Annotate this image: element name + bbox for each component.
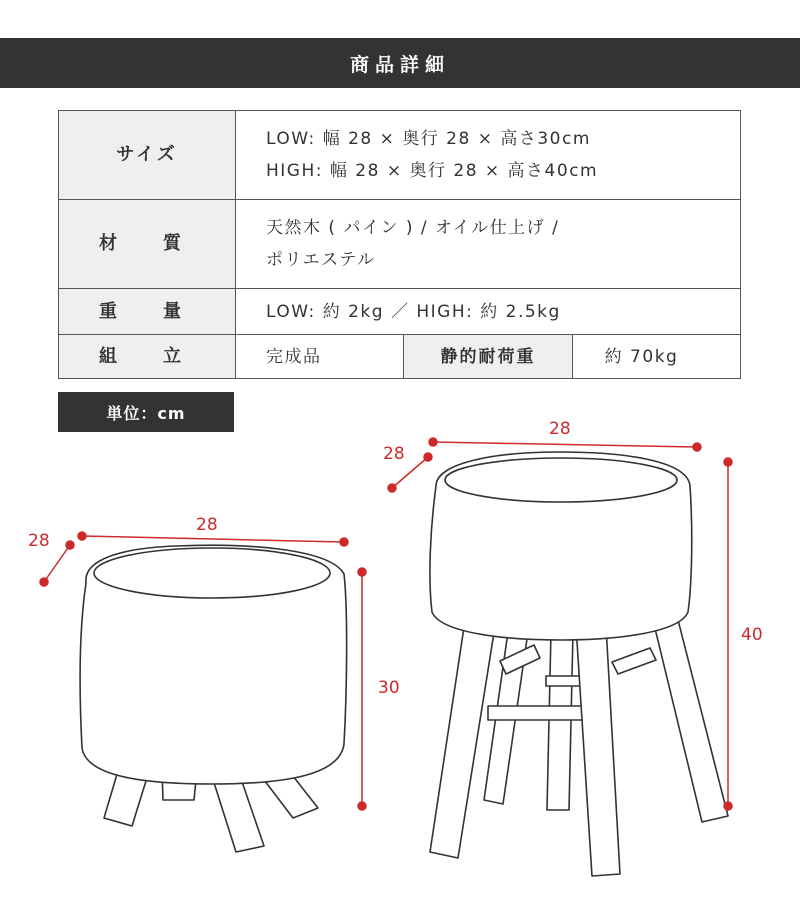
material-line-1: 天然木 ( パイン ) / オイル仕上げ /	[266, 218, 560, 238]
size-high-text: HIGH: 幅 28 × 奥行 28 × 高さ40cm	[266, 161, 599, 181]
low-stool-top	[94, 548, 330, 598]
unit-badge-text: 単位：cm	[106, 403, 186, 423]
spec-value-assembly: 完成品	[236, 335, 404, 379]
spec-label-load: 静的耐荷重	[404, 335, 572, 379]
spec-value-load: 約 70kg	[572, 335, 740, 379]
low-height-label: 30	[378, 678, 400, 698]
size-low-text: LOW: 幅 28 × 奥行 28 × 高さ30cm	[266, 129, 591, 149]
high-stool-rung	[488, 706, 588, 720]
low-stool-illustration	[80, 545, 347, 852]
material-line-2: ポリエステル	[266, 250, 376, 270]
high-stool-rung	[612, 648, 656, 674]
high-depth-label: 28	[383, 444, 405, 464]
low-depth-label: 28	[28, 531, 50, 551]
high-height-label: 40	[741, 625, 763, 645]
high-stool-leg	[430, 614, 496, 858]
low-width-label: 28	[196, 515, 218, 535]
spec-value-weight: LOW: 約 2kg ／ HIGH: 約 2.5kg	[236, 289, 741, 335]
spec-label-weight: 重 量	[59, 289, 236, 335]
spec-label-size: サイズ	[59, 111, 236, 200]
high-stool-top	[445, 458, 677, 502]
high-stool-leg	[652, 612, 728, 822]
spec-label-assembly: 組 立	[59, 335, 236, 379]
high-stool-illustration	[430, 452, 728, 876]
section-title: 商品詳細	[349, 53, 450, 76]
spec-label-material: 材 質	[59, 200, 236, 289]
high-width-label: 28	[549, 419, 571, 439]
high-stool-leg	[547, 632, 573, 810]
